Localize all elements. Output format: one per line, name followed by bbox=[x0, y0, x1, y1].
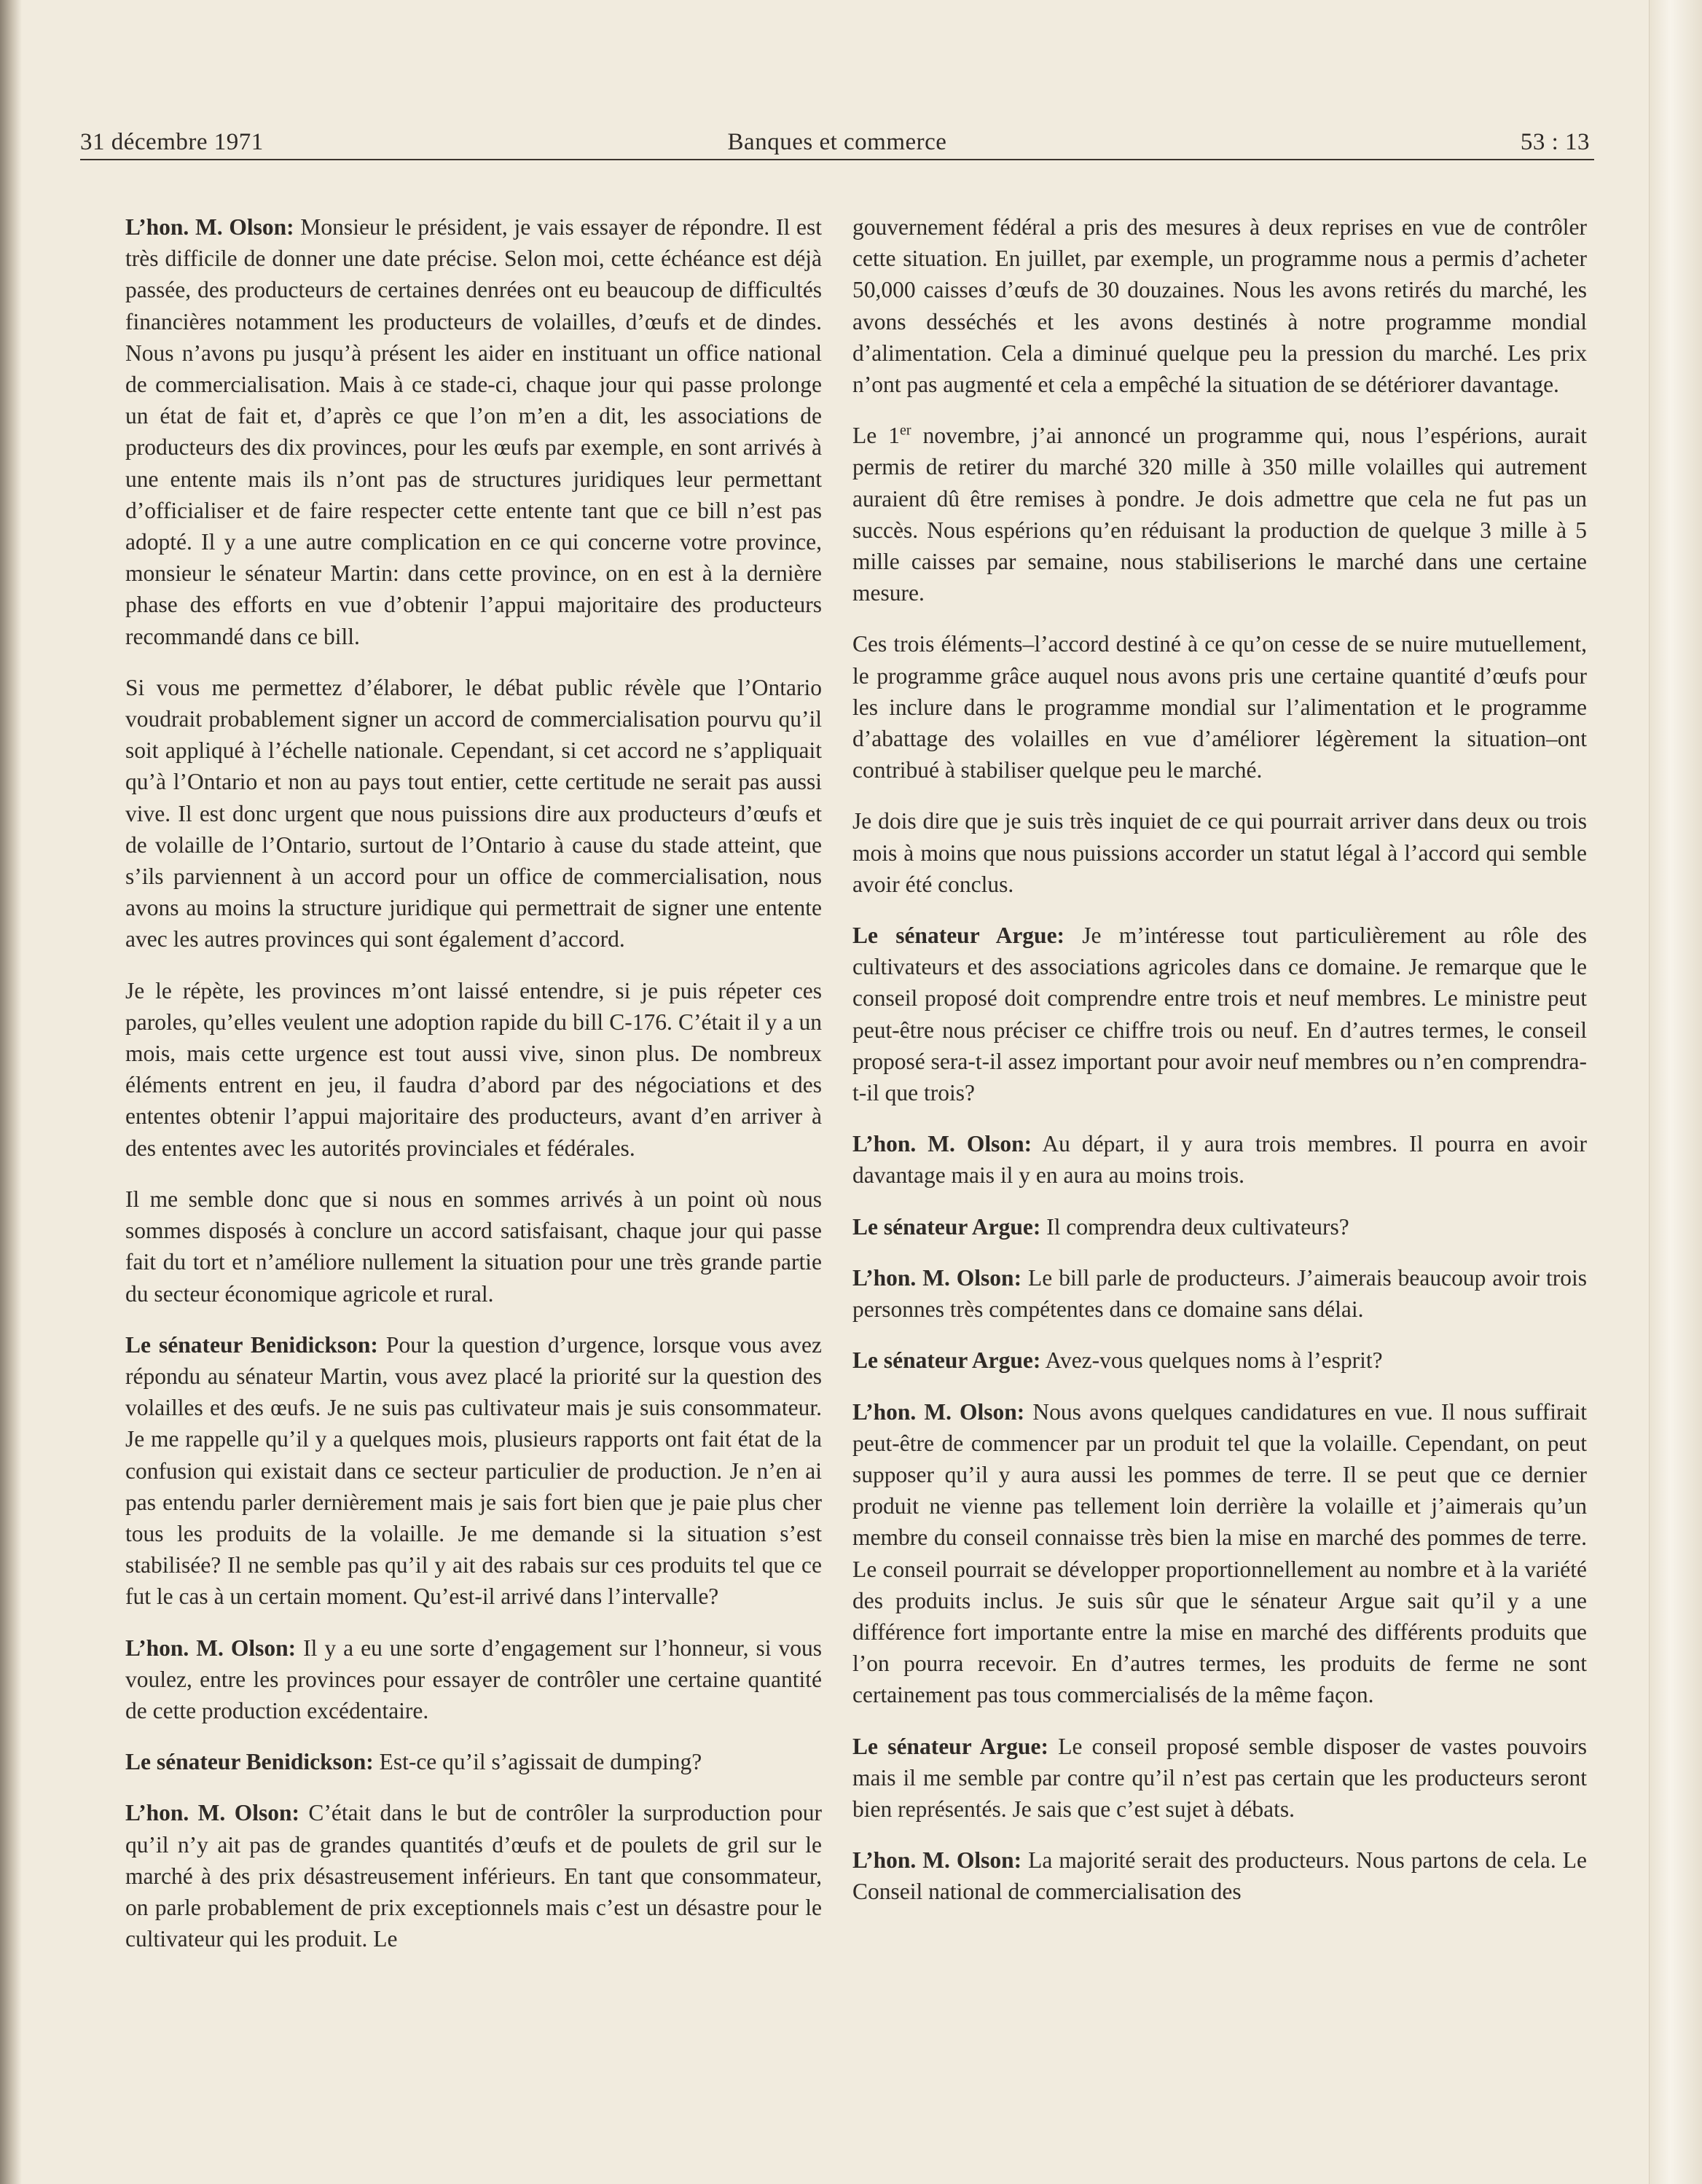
speaker-name: Le sénateur Argue: bbox=[852, 1213, 1041, 1240]
paragraph-text: Avez-vous quelques noms à l’esprit? bbox=[1040, 1347, 1383, 1374]
running-header bbox=[80, 125, 1594, 160]
paragraph-text: La majorité serait des producteurs. Nous partons de cela. Le Conseil national de commercialisation des bbox=[852, 1847, 1587, 1905]
header-title: Banques et commerce bbox=[727, 129, 947, 155]
paragraph-text: Ces trois éléments–l’accord destiné à ce qu’on cesse de se nuire mutuellement, le programme grâce auquel nous avons pris une certaine quantité d’œufs pour les inclure dans le programme mondial sur l’alimentation et le programme d’abattage des volailles en vue d’améliorer légèrement la situation–ont contribué à stabiliser quelque peu le marché. bbox=[852, 631, 1587, 783]
paragraph bbox=[125, 1183, 822, 1310]
speaker-name: Le sénateur Argue: bbox=[852, 923, 1065, 949]
paragraph bbox=[852, 420, 1587, 608]
paragraph bbox=[125, 1632, 822, 1727]
paragraph bbox=[125, 211, 822, 652]
paragraph-text: Il y a eu une sorte d’engagement sur l’honneur, si vous voulez, entre les provinces pour essayer de contrôler une certaine quantité de cette production excédentaire. bbox=[125, 1635, 822, 1723]
left-column bbox=[125, 211, 822, 1974]
paragraph bbox=[852, 1345, 1587, 1376]
paragraph bbox=[852, 1211, 1587, 1242]
paragraph-text: Monsieur le président, je vais essayer de répondre. Il est très difficile de donner une date précise. Selon moi, cette échéance est déjà passée, des producteurs de certaines denrées ont eu beaucoup de difficultés financières notamment les producteurs de volailles, d’œufs et de dindes. Nous n’avons pu jusqu’à présent les aider en instituant un office national de commercialisation. Mais à ce stade-ci, chaque jour qui passe prolonge un état de fait et, d’après ce que l’on m’en a dit, les associations de producteurs des dix provinces, pour les œufs par exemple, en sont arrivés à une entente mais ils n’ont pas de structures juridiques leur permettant d’officialiser et de faire respecter cette entente tant que ce bill n’est pas adopté. Il y a une autre complication en ce qui concerne votre province, monsieur le sénateur Martin: dans cette province, on en est à la dernière phase des efforts en vue d’obtenir l’appui majoritaire des producteurs recommandé dans ce bill. bbox=[125, 214, 822, 649]
paragraph-text: C’était dans le but de contrôler la surproduction pour qu’il n’y ait pas de grandes quantités d’œufs et de poulets de gril sur le marché à des prix désastreusement inférieurs. En tant que consommateur, on parle probablement de prix exceptionnels mais c’est un désastre pour le cultivateur qui les produit. Le bbox=[125, 1800, 822, 1952]
paragraph-text: Pour la question d’urgence, lorsque vous avez répondu au sénateur Martin, vous avez placé la priorité sur la question des volailles et des œufs. Je ne suis pas cultivateur mais je suis consommateur. Je me rappelle qu’il y a quelques mois, plusieurs rapports ont fait état de la confusion qui existait dans ce secteur particulier de production. Je n’en ai pas entendu parler dernièrement mais je sais fort bien que je paie plus cher tous les produits de la volaille. Je me demande si la situation s’est stabilisée? Il ne semble pas qu’il y ait des rabais sur ces produits tel que ce fut le cas à un certain moment. Qu’est-il arrivé dans l’intervalle? bbox=[125, 1331, 822, 1610]
right-column bbox=[852, 211, 1587, 1927]
paragraph-text: Je dois dire que je suis très inquiet de ce qui pourrait arriver dans deux ou trois mois à moins que nous puissions accorder un statut légal à l’accord qui semble avoir été conclus. bbox=[852, 808, 1587, 897]
paragraph-text: Il comprendra deux cultivateurs? bbox=[1040, 1213, 1349, 1240]
speaker-name: L’hon. M. Olson: bbox=[852, 1131, 1032, 1157]
speaker-name: Le sénateur Benidickson: bbox=[125, 1331, 378, 1358]
paragraph-text: Le bill parle de producteurs. J’aimerais beaucoup avoir trois personnes très compétentes dans ce domaine sans délai. bbox=[852, 1264, 1587, 1323]
paragraph bbox=[852, 1844, 1587, 1907]
paragraph-text: Est-ce qu’il s’agissait de dumping? bbox=[373, 1749, 702, 1775]
speaker-name: L’hon. M. Olson: bbox=[852, 1264, 1022, 1291]
paragraph bbox=[852, 805, 1587, 900]
paragraph-text-lead: Le 1 bbox=[852, 423, 901, 449]
paragraph bbox=[852, 1731, 1587, 1825]
superscript-er: er bbox=[900, 422, 911, 439]
speaker-name: L’hon. M. Olson: bbox=[852, 1847, 1022, 1874]
paragraph-text: Le conseil proposé semble disposer de vastes pouvoirs mais il me semble par contre qu’il n’est pas certain que les producteurs seront bien représentés. Je sais que c’est sujet à débats. bbox=[852, 1733, 1587, 1822]
paragraph bbox=[852, 628, 1587, 786]
speaker-name: L’hon. M. Olson: bbox=[125, 214, 294, 240]
paragraph bbox=[852, 211, 1587, 400]
header-page-number: 53 : 13 bbox=[1520, 129, 1590, 155]
page-binding-shadow bbox=[0, 0, 22, 2184]
paragraph bbox=[125, 1797, 822, 1954]
paragraph bbox=[125, 1746, 822, 1777]
speaker-name: Le sénateur Argue: bbox=[852, 1347, 1041, 1374]
paragraph-text: Je m’intéresse tout particulièrement au rôle des cultivateurs et des associations agricoles dans ce domaine. Je remarque que le conseil proposé doit comprendre entre trois et neuf membres. Le ministre peut peut-être nous préciser ce chiffre trois ou neuf. En d’autres termes, le conseil proposé sera-t-il assez important pour avoir neuf membres ou n’en comprendra-t-il que trois? bbox=[852, 923, 1587, 1106]
header-date: 31 décembre 1971 bbox=[80, 129, 264, 155]
paragraph-text: Je le répète, les provinces m’ont laissé entendre, si je puis répeter ces paroles, qu’elles veulent une adoption rapide du bill C-176. C’était il y a un mois, mais cette urgence est tout aussi vive, sinon plus. De nombreux éléments entrent en jeu, il faudra d’abord par des négociations et des ententes obtenir l’appui majoritaire des producteurs, avant d’en arriver à des ententes avec les autorités provinciales et fédérales. bbox=[125, 977, 822, 1161]
paragraph bbox=[852, 1262, 1587, 1325]
speaker-name: L’hon. M. Olson: bbox=[125, 1635, 297, 1661]
speaker-name: L’hon. M. Olson: bbox=[852, 1398, 1025, 1425]
speaker-name: L’hon. M. Olson: bbox=[125, 1800, 299, 1826]
paragraph-text: Au départ, il y aura trois membres. Il pourra en avoir davantage mais il y en aura au moins trois. bbox=[852, 1131, 1587, 1189]
paragraph-text: novembre, j’ai annoncé un programme qui, nous l’espérions, aurait permis de retirer du marché 320 mille à 350 mille volailles qui autrement auraient dû être remises à pondre. Je dois admettre que cela ne fut pas un succès. Nous espérions qu’en réduisant la production de quelque 3 mille à 5 mille caisses par semaine, nous stabiliserions le marché dans une certaine mesure. bbox=[852, 423, 1587, 606]
paragraph bbox=[852, 1128, 1587, 1191]
paragraph-text: Nous avons quelques candidatures en vue. Il nous suffirait peut-être de commencer par un produit tel que la volaille. Cependant, on peut supposer qu’il y aura aussi les pommes de terre. Il se peut que ce dernier produit ne vienne pas tellement loin derrière la volaille et j’aimerais qu’un membre du conseil connaisse très bien la mise en marché des pommes de terre. Le conseil pourrait se développer proportionnellement au nombre et à la variété des produits inclus. Je suis sûr que le sénateur Argue sait qu’il y a une différence fort importante entre la mise en marché des différents produits que l’on pourra recevoir. En d’autres termes, les produits de ferme ne sont certainement pas tous commercialisés de la même façon. bbox=[852, 1398, 1587, 1708]
paragraph-text: gouvernement fédéral a pris des mesures à deux reprises en vue de contrôler cette situation. En juillet, par exemple, un programme nous a permis d’acheter 50,000 caisses d’œufs de 30 douzaines. Nous les avons retirés du marché, les avons desséchés et les avons destinés à notre programme mondial d’alimentation. Cela a diminué quelque peu la pression du marché. Les prix n’ont pas augmenté et cela a empêché la situation de se détériorer davantage. bbox=[852, 214, 1587, 398]
paragraph-text: Si vous me permettez d’élaborer, le débat public révèle que l’Ontario voudrait probablement signer un accord de commercialisation pourvu qu’il soit appliqué à l’échelle nationale. Cependant, si cet accord ne s’appliquait qu’à l’Ontario et non au pays tout entier, cette certitude ne serait pas aussi vive. Il est donc urgent que nous puissions dire aux producteurs d’œufs et de volaille de l’Ontario, surtout de l’Ontario à cause du stade atteint, que s’ils parviennent à un accord pour un office de commercialisation, nous avons au moins la structure juridique qui permettrait de signer une entente avec les autres provinces qui sont également d’accord. bbox=[125, 674, 822, 952]
speaker-name: Le sénateur Benidickson: bbox=[125, 1749, 374, 1775]
paragraph bbox=[852, 1396, 1587, 1711]
speaker-name: Le sénateur Argue: bbox=[852, 1733, 1049, 1759]
paragraph bbox=[125, 672, 822, 955]
page-edge bbox=[1649, 0, 1702, 2184]
paragraph bbox=[125, 975, 822, 1164]
paragraph bbox=[125, 1329, 822, 1613]
paragraph bbox=[852, 920, 1587, 1108]
paragraph-text: Il me semble donc que si nous en sommes arrivés à un point où nous sommes disposés à conclure un accord satisfaisant, chaque jour qui passe fait du tort et n’améliore nullement la situation pour une très grande partie du secteur économique agricole et rural. bbox=[125, 1186, 822, 1307]
